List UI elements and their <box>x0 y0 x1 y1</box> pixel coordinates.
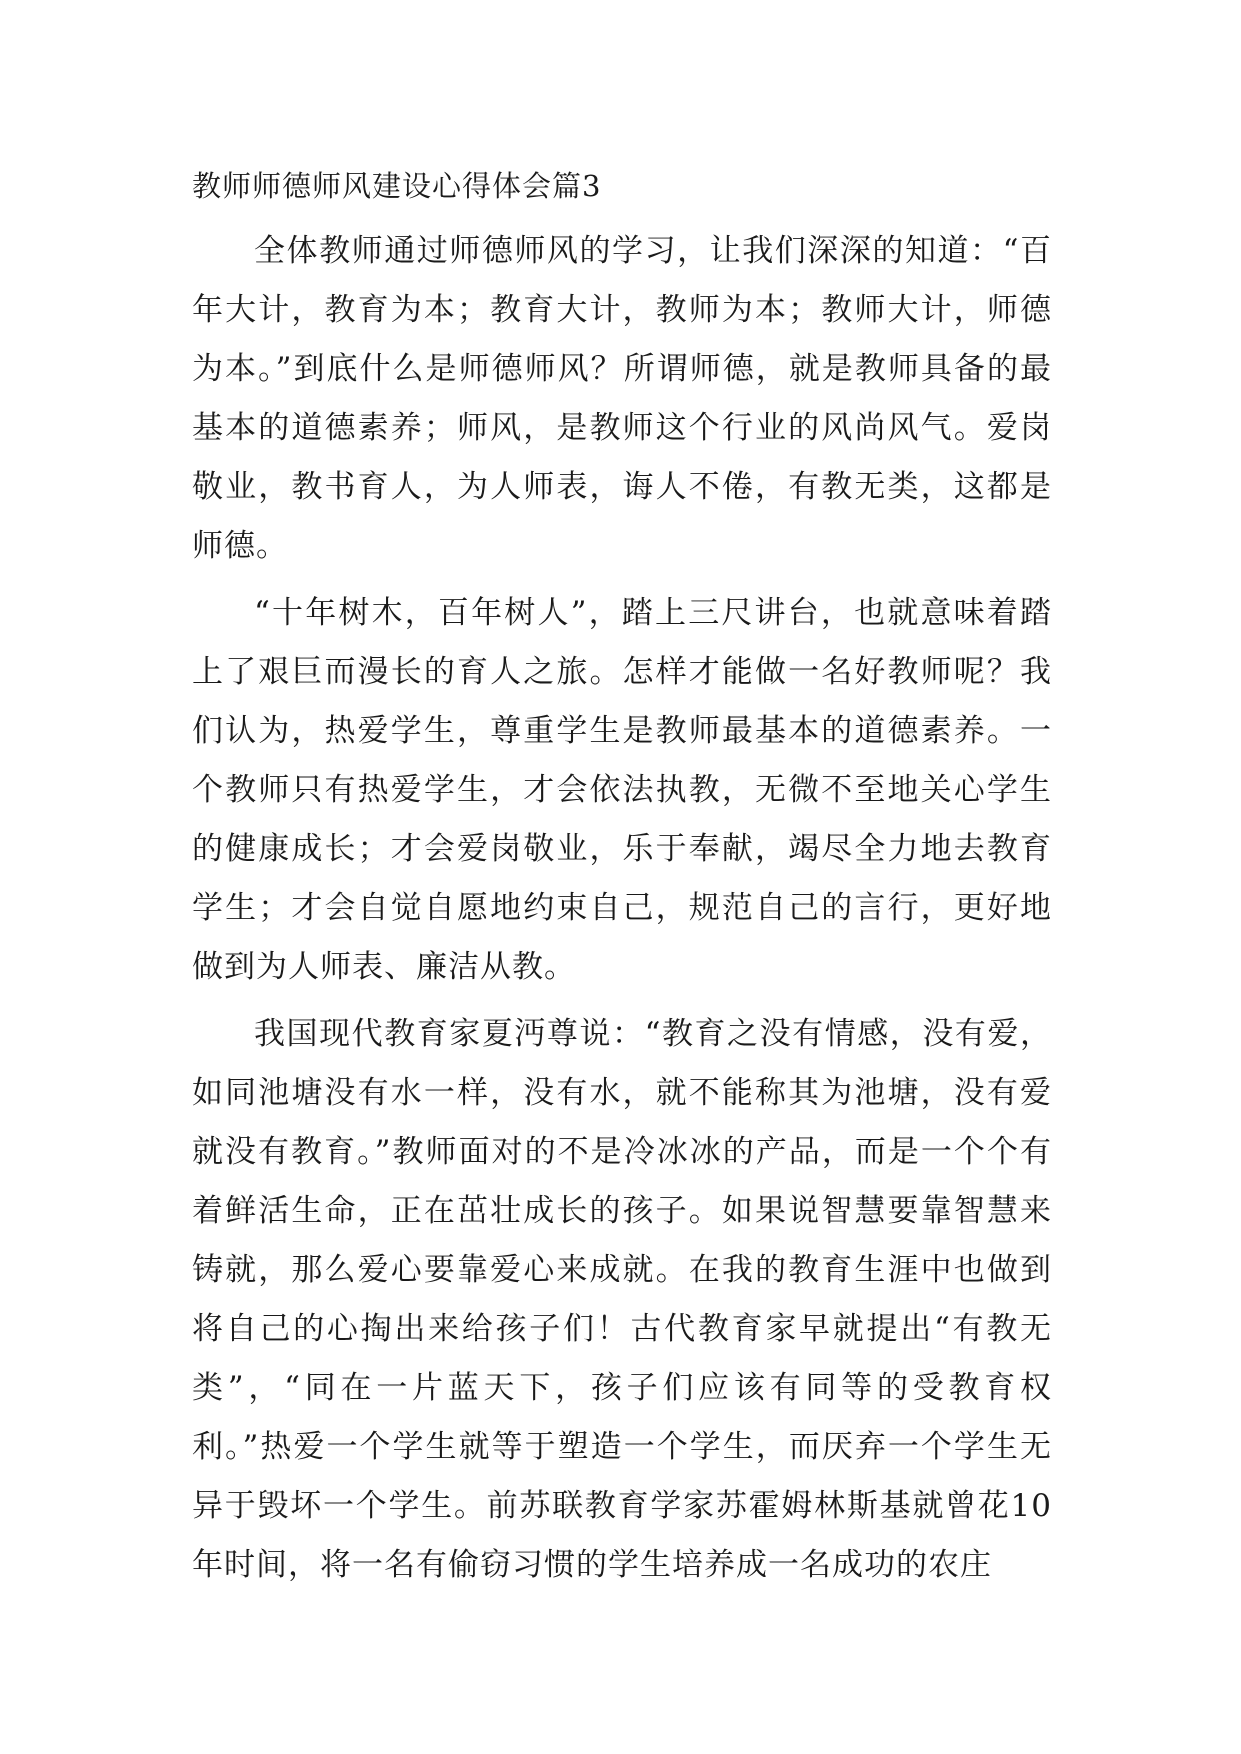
paragraph-1: 全体教师通过师德师风的学习，让我们深深的知道：“百年大计，教育为本；教育大计，教师为本；教师大计，师德为本。”到底什么是师德师风？所谓师德，就是教师具备的最基本的道德素养；师风，是教师这个行业的风尚风气。爱岗敬业，教书育人，为人师表，诲人不倦，有教无类，这都是师德。 <box>192 233 1052 564</box>
paragraph-2: “十年树木，百年树人”，踏上三尺讲台，也就意味着踏上了艰巨而漫长的育人之旅。怎样才能做一名好教师呢？我们认为，热爱学生，尊重学生是教师最基本的道德素养。一个教师只有热爱学生，才会依法执教，无微不至地关心学生的健康成长；才会爱岗敬业，乐于奉献，竭尽全力地去教育学生；才会自觉自愿地约束自己，规范自己的言行，更好地做到为人师表、廉洁从教。 <box>192 595 1052 985</box>
document-body <box>192 166 1052 1603</box>
document-title: 教师师德师风建设心得体会篇3 <box>192 169 602 203</box>
paragraph-3: 我国现代教育家夏沔尊说：“教育之没有情感，没有爱，如同池塘没有水一样，没有水，就不能称其为池塘，没有爱就没有教育。”教师面对的不是冷冰冰的产品，而是一个个有着鲜活生命，正在茁壮成长的孩子。如果说智慧要靠智慧来铸就，那么爱心要靠爱心来成就。在我的教育生涯中也做到将自己的心掏出来给孩子们！古代教育家早就提出“有教无类”，“同在一片蓝天下，孩子们应该有同等的受教育权利。”热爱一个学生就等于塑造一个学生，而厌弃一个学生无异于毁坏一个学生。前苏联教育学家苏霍姆林斯基就曾花10年时间，将一名有偷窃习惯的学生培养成一名成功的农庄 <box>192 1016 1052 1583</box>
